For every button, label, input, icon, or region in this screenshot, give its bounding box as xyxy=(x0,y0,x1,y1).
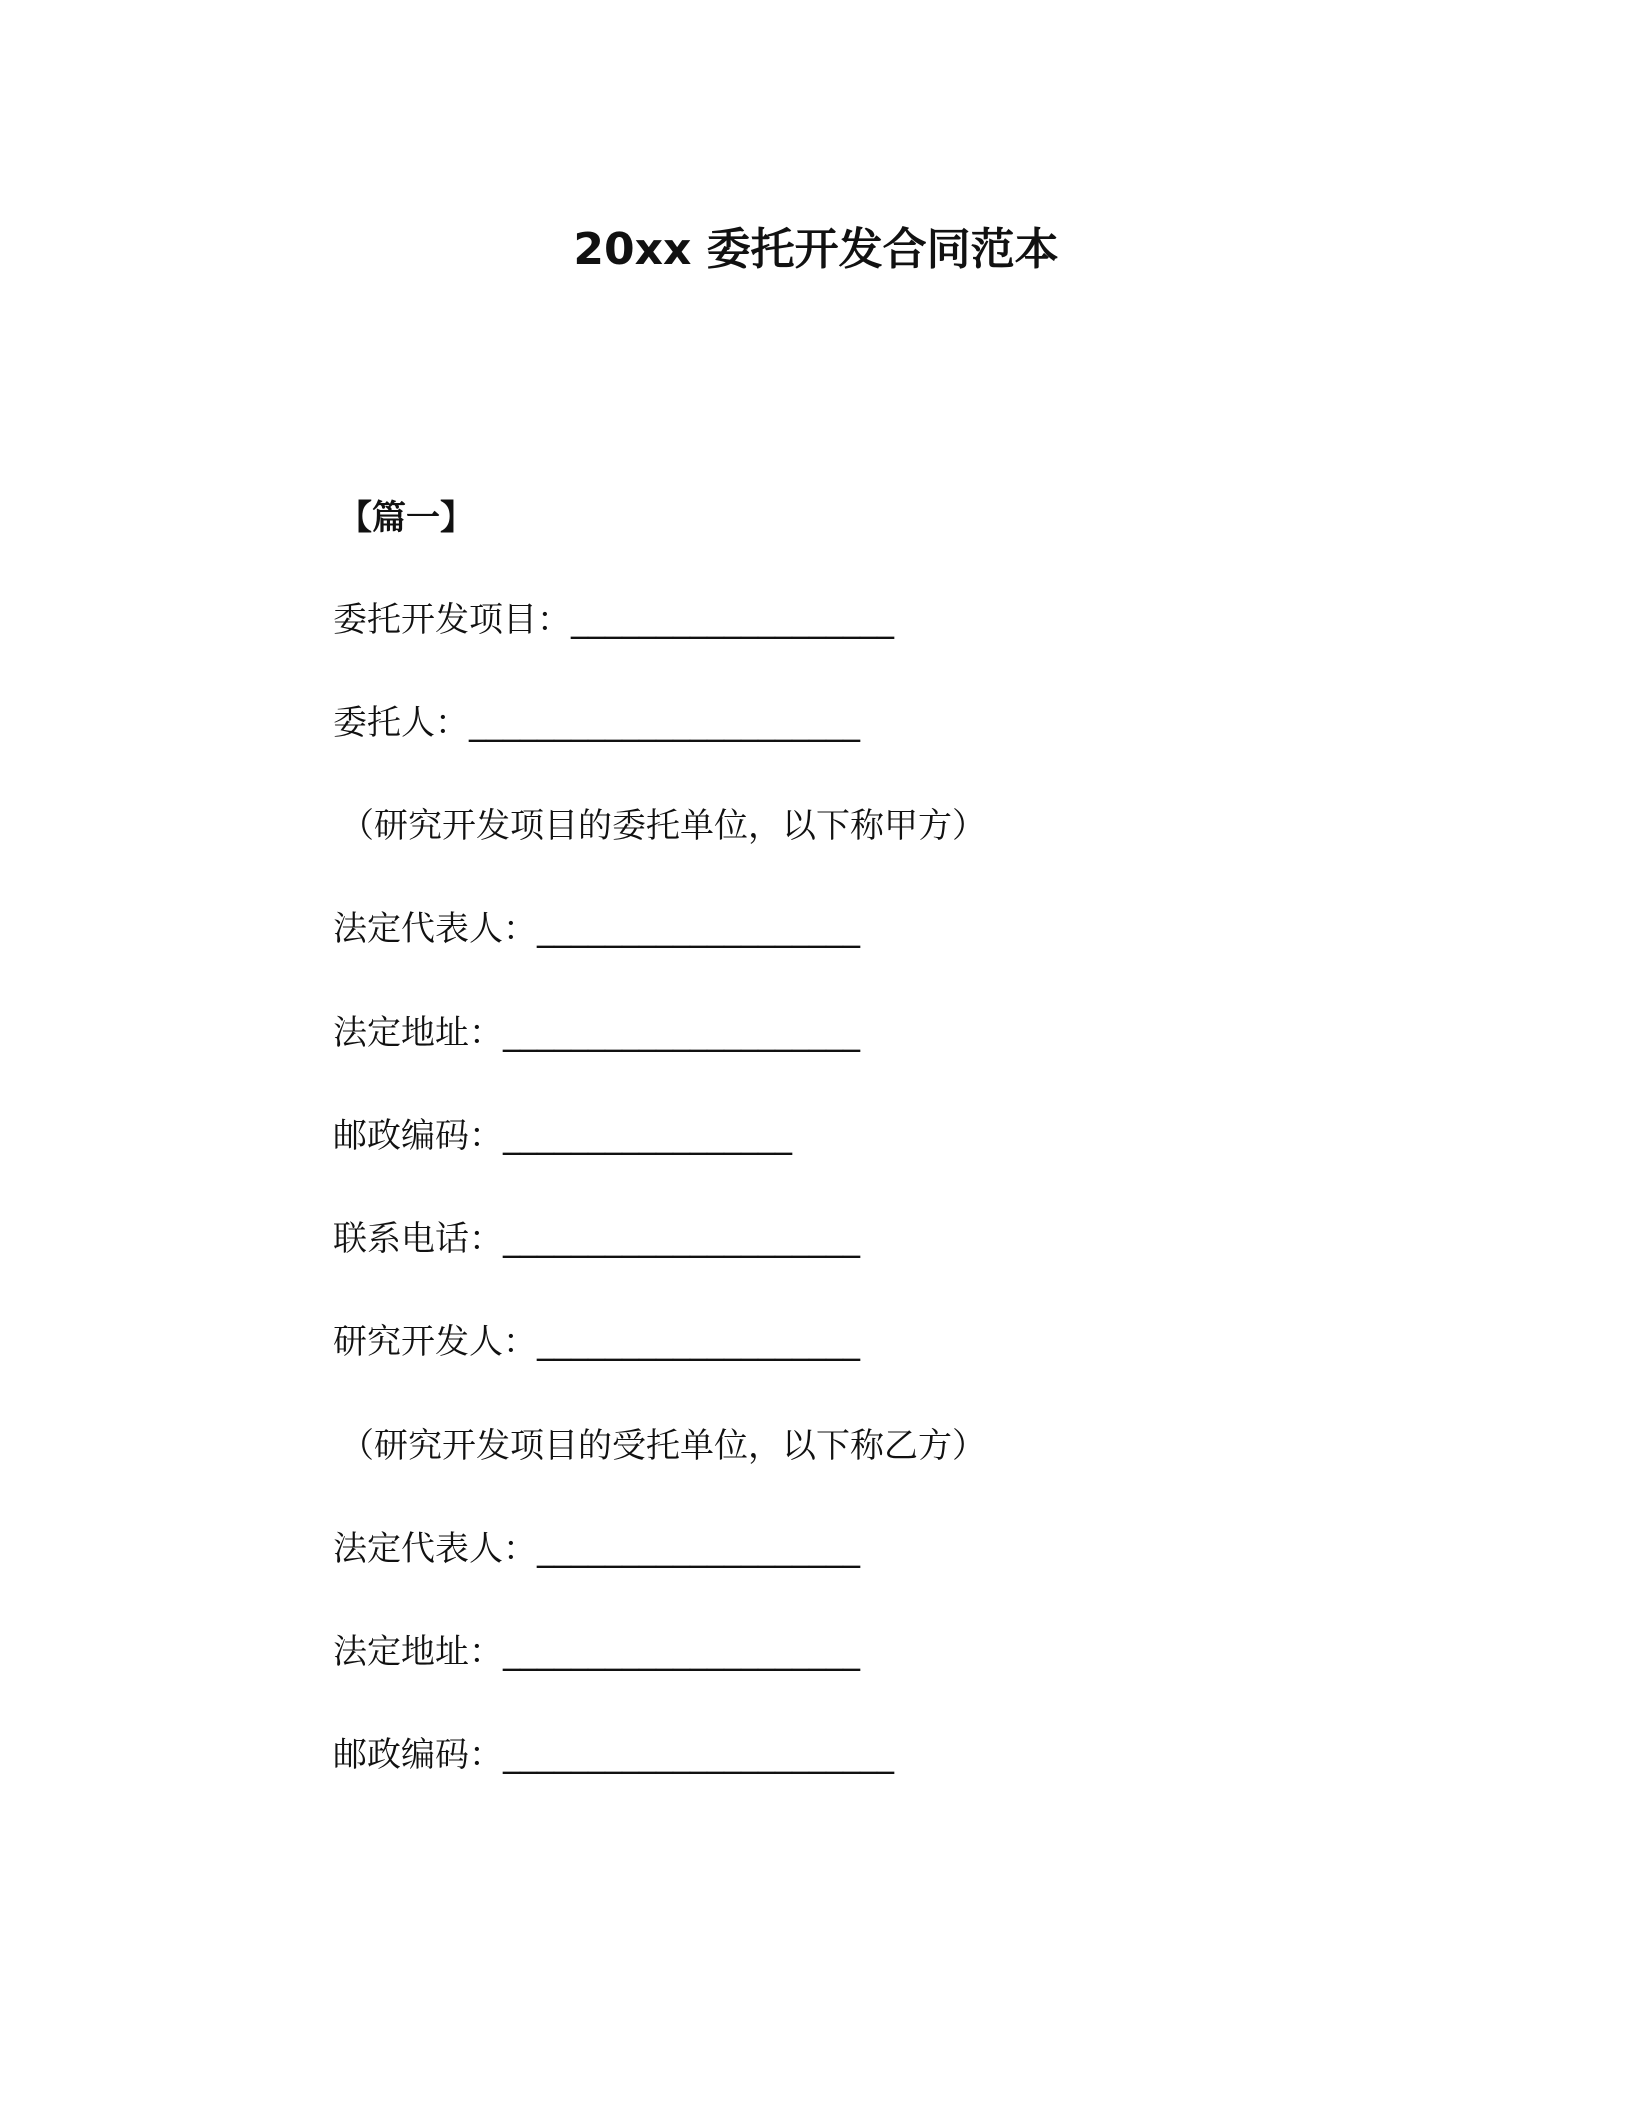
note-party-a: （研究开发项目的委托单位，以下称甲方） xyxy=(340,806,986,846)
field-phone-a: 联系电话：_____________________ xyxy=(333,1219,860,1259)
section-label: 【篇一】 xyxy=(338,498,474,538)
note-party-b: （研究开发项目的受托单位，以下称乙方） xyxy=(340,1426,986,1466)
field-postcode-b: 邮政编码：_______________________ xyxy=(333,1735,894,1775)
field-legal-rep-b: 法定代表人：___________________ xyxy=(333,1529,860,1569)
field-project: 委托开发项目：___________________ xyxy=(333,600,894,640)
field-legal-rep-a: 法定代表人：___________________ xyxy=(333,909,860,949)
field-legal-address-b: 法定地址：_____________________ xyxy=(333,1632,860,1672)
field-postcode-a: 邮政编码：_________________ xyxy=(333,1116,792,1156)
field-client: 委托人：_______________________ xyxy=(333,703,860,743)
field-legal-address-a: 法定地址：_____________________ xyxy=(333,1013,860,1053)
document-title: 20xx 委托开发合同范本 xyxy=(573,224,1059,275)
field-developer: 研究开发人：___________________ xyxy=(333,1322,860,1362)
